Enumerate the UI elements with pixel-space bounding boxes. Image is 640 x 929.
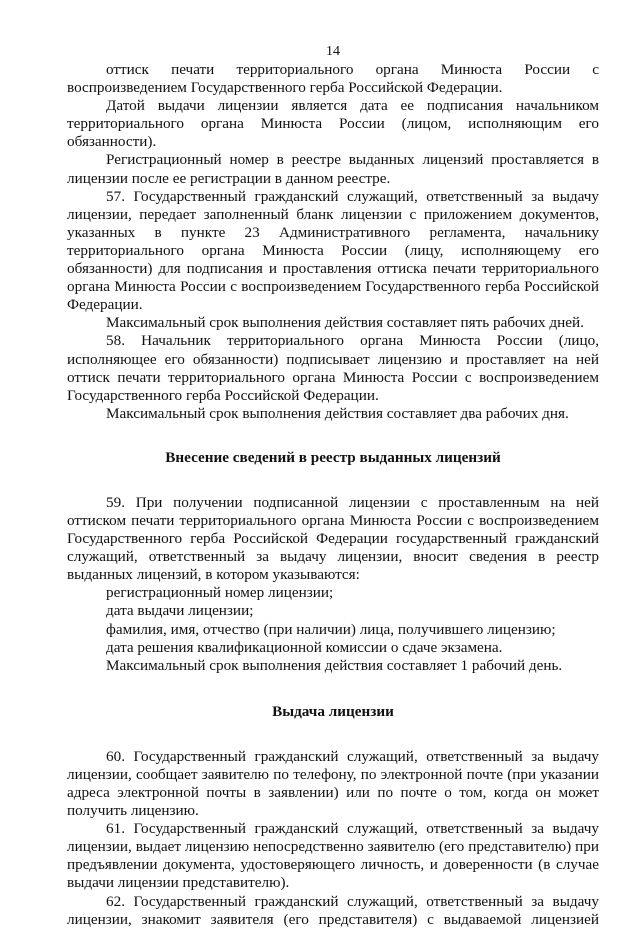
list-item-registration-number: регистрационный номер лицензии; — [106, 584, 334, 602]
paragraph-issue-date: Датой выдачи лицензии является дата ее подписания начальником территориального органа Минюста России (лицом, исполняющим его обязанности). — [67, 97, 599, 151]
list-item-commission-date: дата решения квалификационной комиссии о сдаче экзамена. — [106, 638, 503, 656]
paragraph-58: 58. Начальник территориального органа Минюста России (лицо, исполняющее его обязанности) подписывает лицензию и проставляет на ней оттиск печати территориального органа Минюста России с воспроизведением Государственного герба Российской Федерации. — [67, 332, 599, 404]
paragraph-60: 60. Государственный гражданский служащий, ответственный за выдачу лицензии, сообщает заявителю по телефону, по электронной почте (при указании адреса электронной почты в заявлении) или по почте о том, когда он может получить лицензию. — [67, 747, 599, 820]
paragraph-stamp: оттиск печати территориального органа Минюста России с воспроизведением Государственного герба Российской Федерации. — [67, 61, 599, 97]
paragraph-57-deadline: Максимальный срок выполнения действия составляет пять рабочих дней. — [106, 314, 584, 332]
paragraph-59-deadline: Максимальный срок выполнения действия составляет 1 рабочий день. — [106, 656, 563, 674]
list-item-issue-date: дата выдачи лицензии; — [106, 602, 254, 620]
paragraph-58-deadline: Максимальный срок выполнения действия составляет два рабочих дня. — [106, 404, 569, 422]
paragraph-59: 59. При получении подписанной лицензии с проставленным на ней оттиском печати территориального органа Минюста России с воспроизведением Государственного герба Российской Федерации государственный гражданский служащий, ответственный за выдачу лицензии, вносит сведения в реестр выданных лицензий, в котором указываются: — [67, 493, 599, 584]
page-number: 14 — [326, 44, 340, 59]
paragraph-62: 62. Государственный гражданский служащий, ответственный за выдачу лицензии, знакомит заявителя (его представителя) с выдаваемой лицензией — [67, 892, 599, 928]
paragraph-57: 57. Государственный гражданский служащий, ответственный за выдачу лицензии, передает заполненный бланк лицензии с приложением документов, указанных в пункте 23 Административного регламента, начальнику территориального органа Минюста России (лицу, исполняющему его обязанности) для подписания и проставления оттиска печати территориального органа Минюста России с воспроизведением Государственного герба Российской Федерации. — [67, 187, 599, 314]
section-heading-registry: Внесение сведений в реестр выданных лицензий — [165, 448, 501, 466]
paragraph-61: 61. Государственный гражданский служащий, ответственный за выдачу лицензии, выдает лицензию непосредственно заявителю (его представителю) при предъявлении документа, удостоверяющего личность, и доверенности (в случае выдачи лицензии представителю). — [67, 820, 599, 892]
paragraph-registration-number: Регистрационный номер в реестре выданных лицензий проставляется в лицензии после ее регистрации в данном реестре. — [67, 151, 599, 187]
list-item-full-name: фамилия, имя, отчество (при наличии) лица, получившего лицензию; — [106, 620, 556, 638]
document-page — [67, 0, 599, 929]
section-heading-issuance: Выдача лицензии — [272, 702, 394, 720]
